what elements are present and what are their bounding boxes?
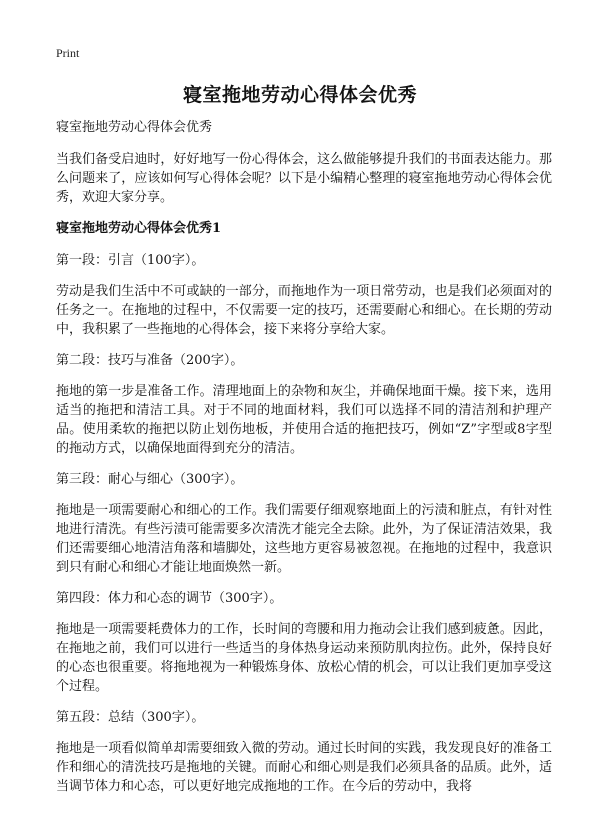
print-link[interactable]: Print (56, 46, 80, 60)
section-heading: 寝室拖地劳动心得体会优秀1 (56, 221, 222, 236)
document-subtitle: 寝室拖地劳动心得体会优秀 (56, 120, 213, 135)
stage-heading-3: 第三段：耐心与细心（300字）。 (56, 472, 244, 487)
stage-heading-1: 第一段：引言（100字）。 (56, 253, 205, 268)
stage-heading-5: 第五段：总结（300字）。 (56, 710, 205, 725)
stage-body-2: 拖地的第一步是准备工作。清理地面上的杂物和灰尘，并确保地面干燥。接下来，选用适当的拖把和清洁工具。对于不同的地面材料，我们可以选择不同的清洁剂和护理产品。使用柔软的拖把以防止划伤地板，并使用合适的拖把技巧，例如“Z”字型或8字型的拖动方式，以确保地面得到充分的清洁。 (56, 384, 552, 456)
page-title: 寝室拖地劳动心得体会优秀 (182, 84, 417, 106)
stage-body-5: 拖地是一项看似简单却需要细致入微的劳动。通过长时间的实践，我发现良好的准备工作和细心的清洗技巧是拖地的关键。而耐心和细心则是我们必须具备的品质。此外，适当调节体力和心态，可以更好地完成拖地的工作。在今后的劳动中，我将 (56, 741, 552, 794)
stage-heading-4: 第四段：体力和心态的调节（300字）。 (56, 591, 283, 606)
intro-paragraph: 当我们备受启迪时，好好地写一份心得体会，这么做能够提升我们的书面表达能力。那么问题来了，应该如何写心得体会呢？以下是小编精心整理的寝室拖地劳动心得体会优秀，欢迎大家分享。 (56, 152, 552, 205)
document-body (56, 118, 552, 808)
stage-body-3: 拖地是一项需要耐心和细心的工作。我们需要仔细观察地面上的污渍和脏点，有针对性地进行清洗。有些污渍可能需要多次清洗才能完全去除。此外，为了保证清洁效果，我们还需要细心地清洁角落和墙脚处，这些地方更容易被忽视。在拖地的过程中，我意识到只有耐心和细心才能让地面焕然一新。 (56, 503, 552, 575)
stage-body-1: 劳动是我们生活中不可或缺的一部分，而拖地作为一项日常劳动，也是我们必须面对的任务之一。在拖地的过程中，不仅需要一定的技巧，还需要耐心和细心。在长期的劳动中，我积累了一些拖地的心得体会，接下来将分享给大家。 (56, 284, 552, 337)
stage-heading-2: 第二段：技巧与准备（200字）。 (56, 353, 244, 368)
stage-body-4: 拖地是一项需要耗费体力的工作，长时间的弯腰和用力拖动会让我们感到疲惫。因此，在拖地之前，我们可以进行一些适当的身体热身运动来预防肌肉拉伤。此外，保持良好的心态也很重要。将拖地视为一种锻炼身体、放松心情的机会，可以让我们更加享受这个过程。 (56, 622, 552, 694)
